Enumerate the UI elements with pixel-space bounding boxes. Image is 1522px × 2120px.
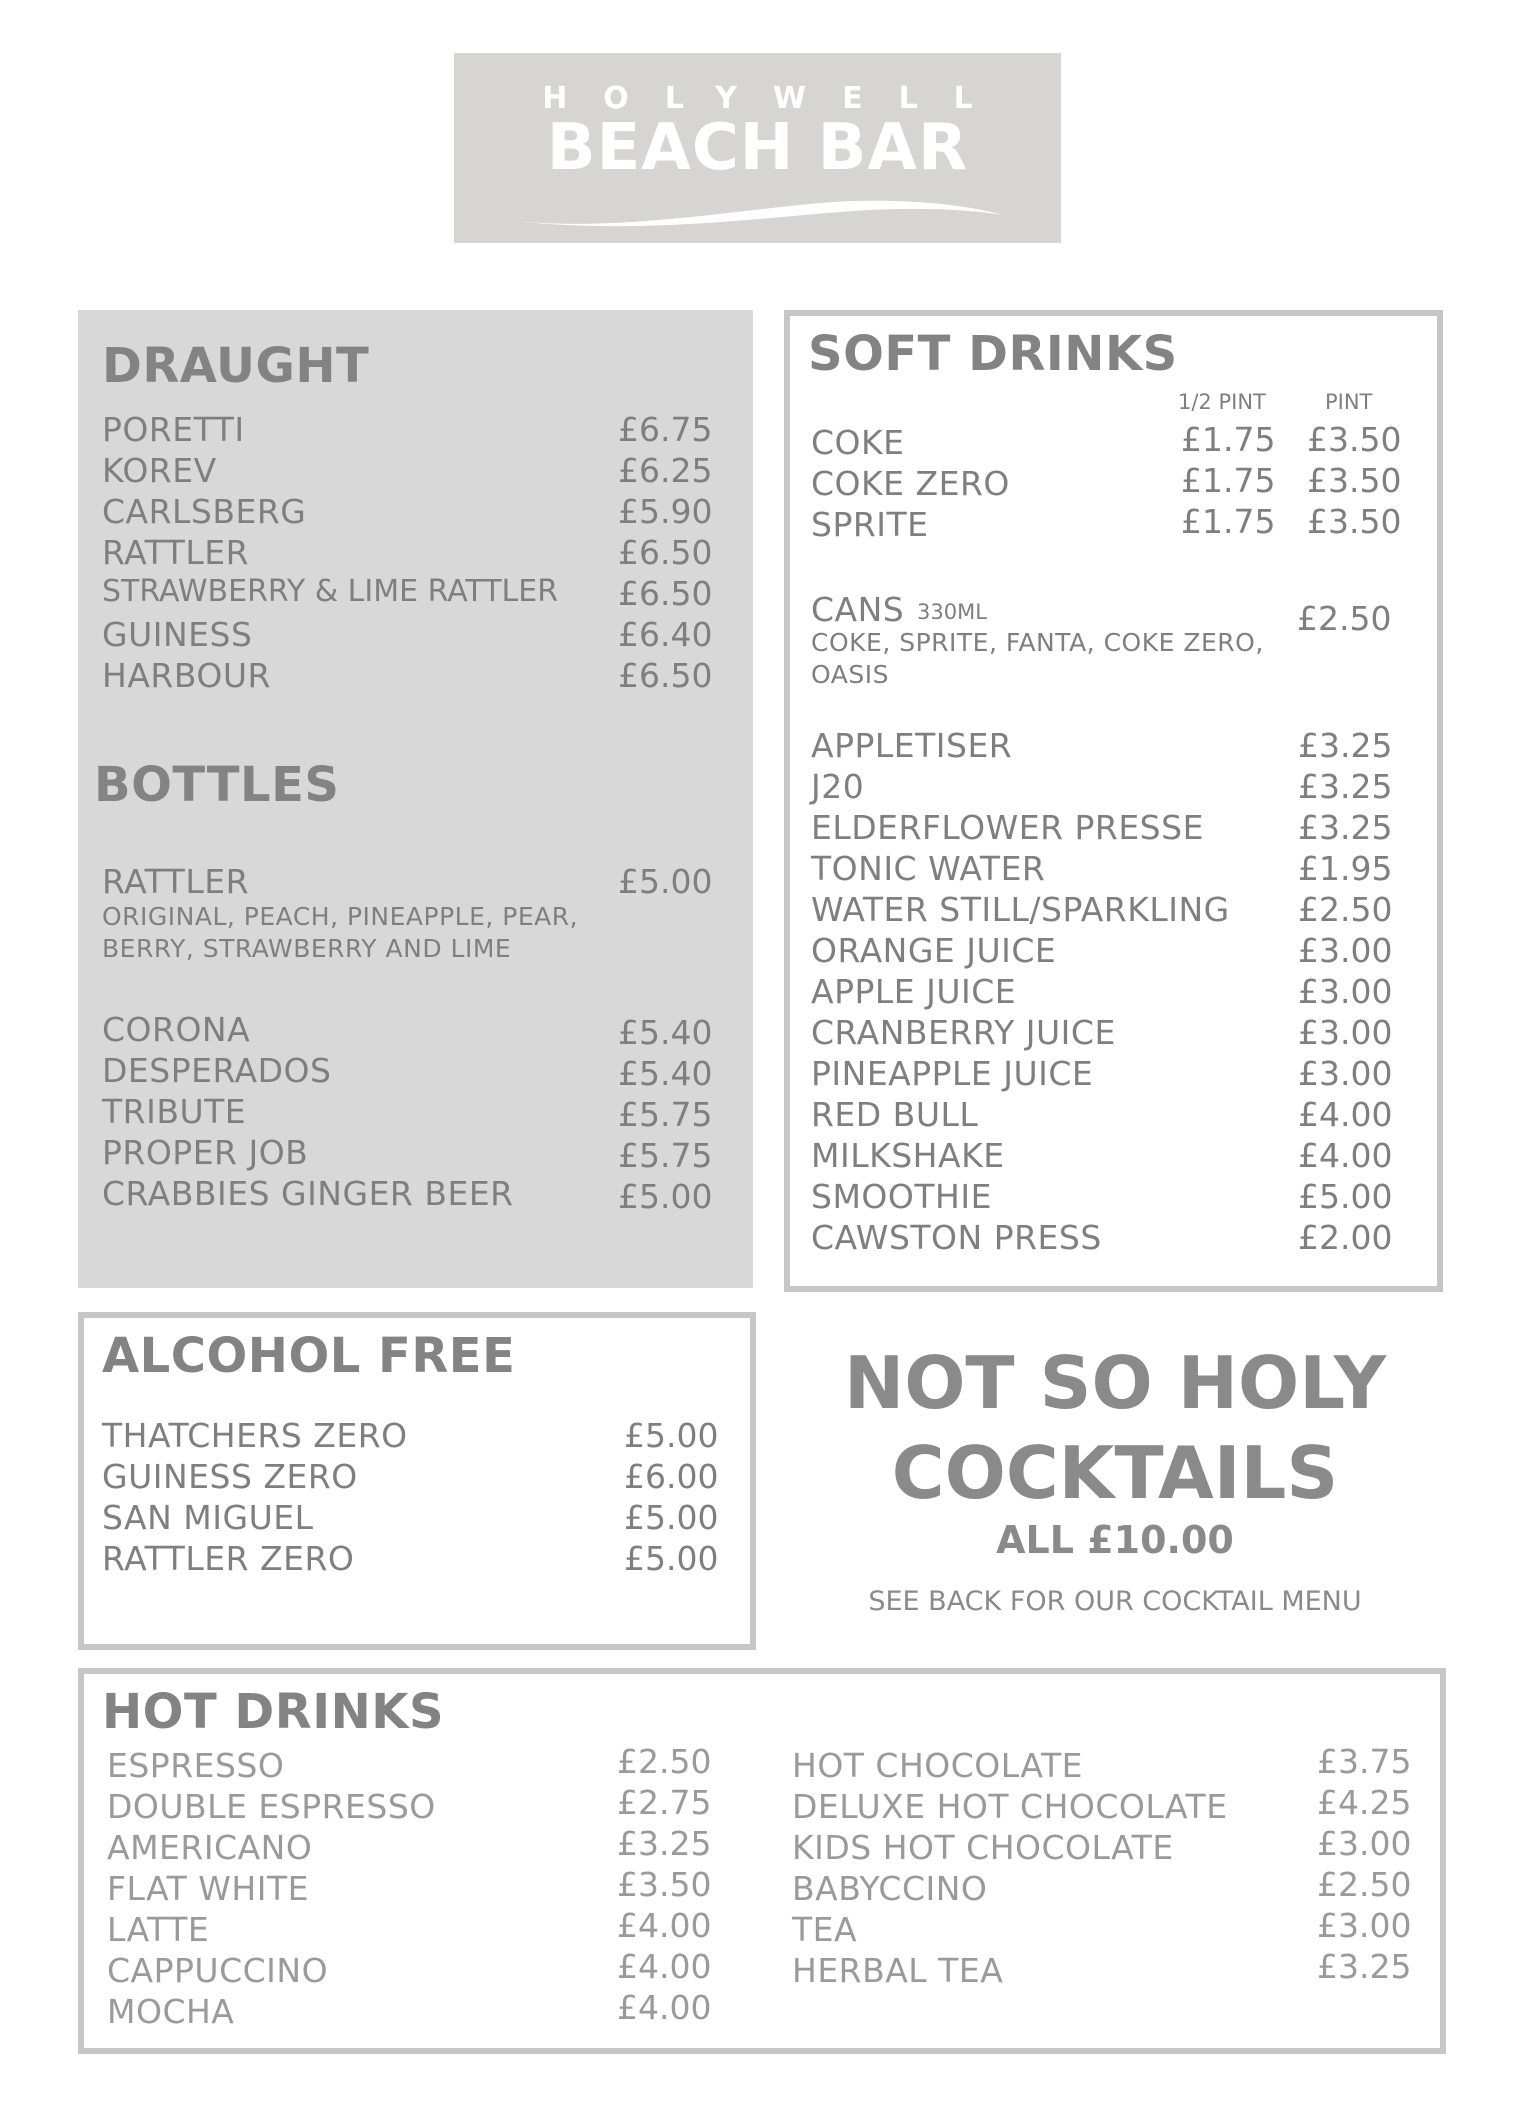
menu-item-name: CARLSBERG [102, 492, 307, 531]
menu-item-price: £3.50 [1307, 420, 1402, 459]
menu-item-price: £4.00 [617, 1947, 712, 1986]
menu-item-name: CRANBERRY JUICE [811, 1013, 1116, 1052]
menu-item-price: £5.00 [624, 1539, 719, 1578]
wave-icon [514, 193, 1004, 233]
menu-item-price: £6.40 [618, 615, 713, 654]
cocktails-heading [790, 1338, 1440, 1518]
menu-item-name: RATTLER ZERO [102, 1539, 355, 1578]
menu-item-price: £4.00 [1298, 1095, 1393, 1134]
menu-item-name: CAWSTON PRESS [811, 1218, 1102, 1257]
menu-item-price: £1.75 [1181, 502, 1276, 541]
menu-item-price: £4.00 [617, 1906, 712, 1945]
menu-item-name: RATTLER [102, 862, 250, 901]
cocktails-price: ALL £10.00 [996, 1518, 1234, 1562]
menu-item-price: £6.50 [618, 533, 713, 572]
menu-item-price: £5.00 [1298, 1177, 1393, 1216]
menu-item-price: £5.75 [618, 1095, 713, 1134]
menu-item-price: £3.00 [1317, 1824, 1412, 1863]
menu-item-name: DOUBLE ESPRESSO [107, 1787, 436, 1826]
cocktails-heading-line2: COCKTAILS [891, 1431, 1339, 1515]
menu-item-price: £5.00 [624, 1498, 719, 1537]
menu-item-price: £5.90 [618, 492, 713, 531]
menu-item-description: COKE, SPRITE, FANTA, COKE ZERO, [811, 628, 1264, 657]
menu-item-description: BERRY, STRAWBERRY AND LIME [102, 934, 512, 963]
menu-item-name: PINEAPPLE JUICE [811, 1054, 1094, 1093]
menu-item-price: £5.75 [618, 1136, 713, 1175]
menu-item-name: DESPERADOS [102, 1051, 332, 1090]
menu-item-name: CANS [811, 590, 905, 629]
menu-item-name: TRIBUTE [102, 1092, 247, 1131]
menu-item-description: OASIS [811, 660, 889, 689]
menu-item-name: HOT CHOCOLATE [792, 1746, 1083, 1785]
column-header-pint: PINT [1325, 390, 1373, 414]
menu-item-name: LATTE [107, 1910, 210, 1949]
menu-item-name: DELUXE HOT CHOCOLATE [792, 1787, 1228, 1826]
menu-item-name: ESPRESSO [107, 1746, 285, 1785]
menu-item-price: £3.25 [1298, 726, 1393, 765]
menu-item-name: GUINESS ZERO [102, 1457, 358, 1496]
menu-item-price: £3.00 [1317, 1906, 1412, 1945]
column-header-half-pint: 1/2 PINT [1178, 390, 1266, 414]
cocktails-heading-line1: NOT SO HOLY [843, 1341, 1387, 1425]
menu-item-price: £1.75 [1181, 420, 1276, 459]
menu-item-name: THATCHERS ZERO [102, 1416, 408, 1455]
menu-item-description: ORIGINAL, PEACH, PINEAPPLE, PEAR, [102, 902, 579, 931]
menu-item-name: GUINESS [102, 615, 253, 654]
menu-item-size: 330ML [917, 600, 987, 624]
alcohol-free-heading: ALCOHOL FREE [102, 1328, 516, 1384]
menu-item-price: £3.00 [1298, 1013, 1393, 1052]
logo-holywell: HOLYWELL [542, 81, 1009, 116]
menu-item-name: HERBAL TEA [792, 1951, 1004, 1990]
menu-item-name: CAPPUCCINO [107, 1951, 329, 1990]
menu-item-price: £2.50 [1298, 890, 1393, 929]
menu-item-name: TEA [792, 1910, 858, 1949]
menu-item-price: £3.25 [617, 1824, 712, 1863]
menu-item-price: £3.50 [1307, 502, 1402, 541]
menu-item-price: £3.50 [617, 1865, 712, 1904]
menu-item-name: ELDERFLOWER PRESSE [811, 808, 1204, 847]
menu-item-name: KIDS HOT CHOCOLATE [792, 1828, 1174, 1867]
menu-item-price: £4.00 [617, 1988, 712, 2027]
menu-item-price: £4.25 [1317, 1783, 1412, 1822]
menu-item-name: COKE [811, 423, 905, 462]
menu-item-price: £6.00 [624, 1457, 719, 1496]
menu-item-name: SMOOTHIE [811, 1177, 992, 1216]
menu-item-name: AMERICANO [107, 1828, 313, 1867]
menu-item-price: £2.00 [1298, 1218, 1393, 1257]
menu-item-price: £5.00 [618, 1177, 713, 1216]
menu-item-price: £3.00 [1298, 931, 1393, 970]
menu-item-name: RATTLER [102, 533, 250, 572]
menu-item-name: BABYCCINO [792, 1869, 988, 1908]
cocktails-note: SEE BACK FOR OUR COCKTAIL MENU [868, 1586, 1362, 1617]
menu-item-price: £6.50 [618, 574, 713, 613]
menu-item-price: £3.25 [1317, 1947, 1412, 1986]
menu-item-price: £6.75 [618, 410, 713, 449]
menu-item-price: £5.00 [624, 1416, 719, 1455]
menu-item-name: TONIC WATER [811, 849, 1046, 888]
menu-item-price: £5.40 [618, 1013, 713, 1052]
menu-item-price: £2.50 [1317, 1865, 1412, 1904]
menu-item-price: £1.95 [1298, 849, 1393, 888]
menu-item-name: ORANGE JUICE [811, 931, 1057, 970]
menu-item-name: HARBOUR [102, 656, 271, 695]
logo-beach-bar: BEACH BAR [546, 111, 969, 185]
menu-item-name: SAN MIGUEL [102, 1498, 314, 1537]
menu-item-name: J20 [811, 767, 865, 806]
menu-item-price: £2.50 [1297, 599, 1392, 638]
menu-item-name: RED BULL [811, 1095, 979, 1134]
menu-item-price: £1.75 [1181, 461, 1276, 500]
bottles-heading: BOTTLES [94, 757, 340, 813]
soft-drinks-heading: SOFT DRINKS [808, 326, 1178, 382]
menu-item-price: £4.00 [1298, 1136, 1393, 1175]
menu-item-name: FLAT WHITE [107, 1869, 309, 1908]
menu-item-name: KOREV [102, 451, 217, 490]
menu-item-name: PORETTI [102, 410, 245, 449]
hot-drinks-heading: HOT DRINKS [102, 1684, 445, 1740]
menu-item-price: £2.50 [617, 1742, 712, 1781]
menu-item-name: WATER STILL/SPARKLING [811, 890, 1230, 929]
menu-item-price: £3.25 [1298, 808, 1393, 847]
menu-item-name: CRABBIES GINGER BEER [102, 1174, 514, 1213]
menu-item-name: CORONA [102, 1010, 251, 1049]
menu-item-price: £3.75 [1317, 1742, 1412, 1781]
menu-item-name: MOCHA [107, 1992, 235, 2031]
menu-item-price: £3.00 [1298, 1054, 1393, 1093]
menu-item-price: £3.00 [1298, 972, 1393, 1011]
menu-item-name: SPRITE [811, 505, 929, 544]
menu-item-name: APPLE JUICE [811, 972, 1017, 1011]
menu-item-name: COKE ZERO [811, 464, 1010, 503]
menu-item-price: £3.50 [1307, 461, 1402, 500]
draught-heading: DRAUGHT [102, 338, 370, 394]
logo [454, 53, 1061, 243]
menu-item-name: STRAWBERRY & LIME RATTLER [102, 574, 559, 609]
menu-item-price: £5.40 [618, 1054, 713, 1093]
menu-item-price: £6.50 [618, 656, 713, 695]
menu-item-price: £3.25 [1298, 767, 1393, 806]
menu-item-name: MILKSHAKE [811, 1136, 1005, 1175]
menu-item-name: PROPER JOB [102, 1133, 309, 1172]
menu-item-name: APPLETISER [811, 726, 1013, 765]
menu-item-price: £5.00 [618, 862, 713, 901]
menu-item-price: £2.75 [617, 1783, 712, 1822]
menu-item-price: £6.25 [618, 451, 713, 490]
